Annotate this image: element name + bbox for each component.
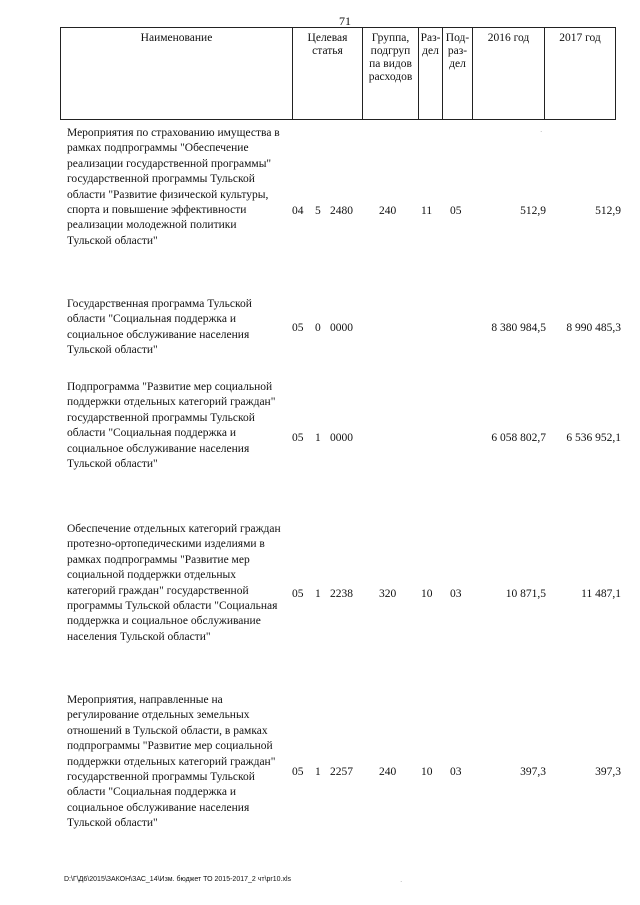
row-cs1: 04 <box>292 205 304 217</box>
row-cs2: 0 <box>315 322 321 334</box>
header-name: Наименование <box>61 28 293 119</box>
row-name: Подпрограмма "Развитие мер социальной поддержки отдельных категорий граждан" государственной программы Тульской области "Социальная поддержка и социальное обслуживание населения Тульской области" <box>67 381 276 471</box>
row-group: 320 <box>379 588 397 600</box>
header-section: Раз- дел <box>419 28 443 119</box>
row-cs1: 05 <box>292 588 304 600</box>
row-2017: 512,9 <box>595 205 621 217</box>
page-number: 71 <box>339 14 351 28</box>
row-cs3: 2480 <box>330 205 353 217</box>
header-2016: 2016 год <box>473 28 545 119</box>
row-2016: 10 871,5 <box>505 588 546 600</box>
row-cs1: 05 <box>292 766 304 778</box>
row-2017: 6 536 952,1 <box>566 432 621 444</box>
row-cs2: 1 <box>315 766 321 778</box>
row-group: 240 <box>379 766 397 778</box>
row-section: 10 <box>421 588 433 600</box>
header-target-article: Целевая статья <box>293 28 363 119</box>
row-cs1: 05 <box>292 322 304 334</box>
row-name: Мероприятия по страхованию имущества в рамках подпрограммы "Обеспечение реализации государственной программы" государственной программы Тульской области "Развитие физической культуры, спорта и повышение эффективности реализации молодежной политики Тульской области" <box>67 127 280 247</box>
row-2016: 8 380 984,5 <box>491 322 546 334</box>
header-subsection: Под- раз- дел <box>443 28 473 119</box>
row-section: 11 <box>421 205 433 217</box>
row-cs3: 0000 <box>330 322 353 334</box>
row-name: Государственная программа Тульской области "Социальная поддержка и социальное обслуживание населения Тульской области" <box>67 298 252 357</box>
table-header <box>60 27 616 120</box>
row-cs2: 1 <box>315 588 321 600</box>
row-subsection: 03 <box>450 588 462 600</box>
row-name: Обеспечение отдельных категорий граждан протезно-ортопедическими изделиями в рамках подпрограммы "Развитие мер социальной поддержки отдельных категорий граждан" государственной программы Тульской области "Социальная поддержка и социальное обслуживание населения Тульской области" <box>67 523 281 643</box>
row-name: Мероприятия, направленные на регулирование отдельных земельных отношений в Тульской области, в рамках подпрограммы "Развитие мер социальной поддержки отдельных категорий граждан" государственной программы Тульской области "Социальная поддержка и социальное обслуживание населения Тульской области" <box>67 694 276 830</box>
row-cs2: 5 <box>315 205 321 217</box>
row-2017: 397,3 <box>595 766 621 778</box>
scan-speck: · <box>400 878 403 886</box>
row-subsection: 05 <box>450 205 462 217</box>
row-cs3: 0000 <box>330 432 353 444</box>
row-cs2: 1 <box>315 432 321 444</box>
row-cs3: 2238 <box>330 588 353 600</box>
row-2017: 11 487,1 <box>581 588 621 600</box>
header-group: Группа, подгруп па видов расходов <box>363 28 419 119</box>
row-2017: 8 990 485,3 <box>566 322 621 334</box>
row-subsection: 03 <box>450 766 462 778</box>
row-2016: 6 058 802,7 <box>491 432 546 444</box>
row-group: 240 <box>379 205 397 217</box>
scan-speck: · <box>540 128 543 136</box>
row-section: 10 <box>421 766 433 778</box>
row-cs1: 05 <box>292 432 304 444</box>
row-2016: 397,3 <box>520 766 546 778</box>
file-path-footer: D:\Г\Д6\2015\ЗАКОН\ЗАС_14\Изм. бюджет ТО 2015-2017_2 чт\pr10.xls <box>64 876 292 883</box>
row-2016: 512,9 <box>520 205 546 217</box>
header-2017: 2017 год <box>545 28 616 119</box>
row-cs3: 2257 <box>330 766 353 778</box>
